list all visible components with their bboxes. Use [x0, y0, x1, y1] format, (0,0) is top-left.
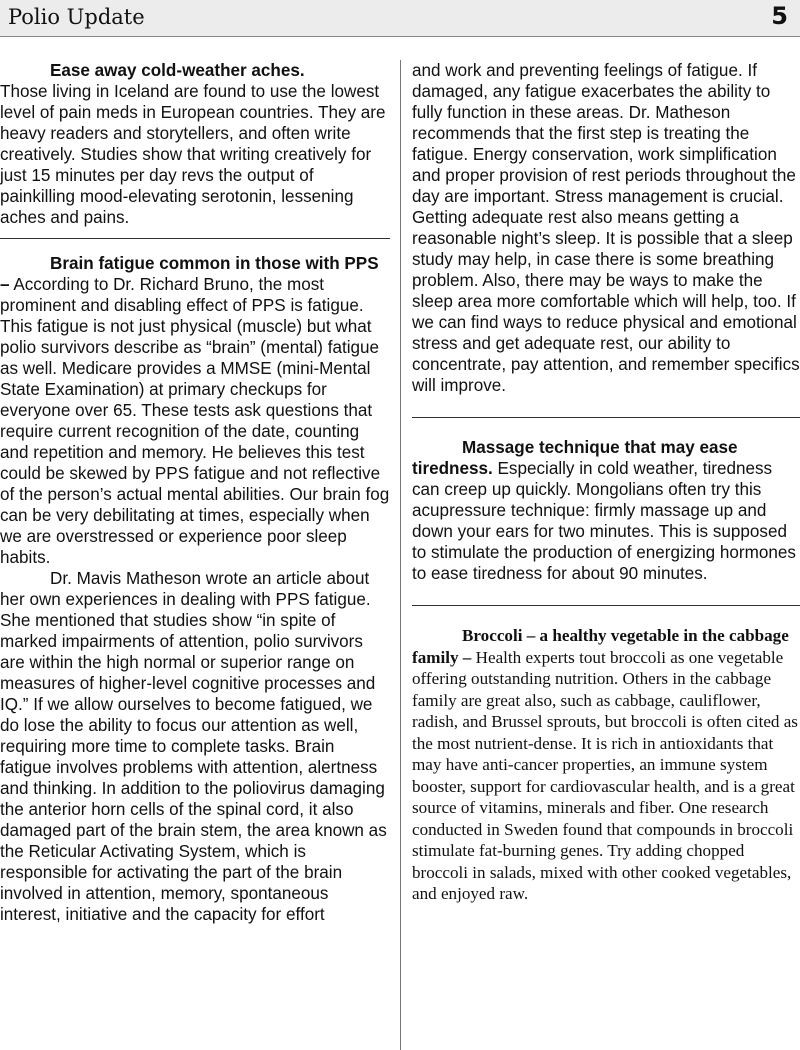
section-divider	[0, 238, 390, 239]
article-broccoli	[412, 625, 800, 905]
article-body: Broccoli – a healthy vegetable in the cabbage family – Health experts tout broccoli as one vegetable offering outstanding nutrition. Others in the cabbage family are great also, such as cabbage, cauliflower, radish, and Brussel sprouts, but broccoli is often cited as the most nutrient-dense. It is rich in antioxidants that may have anti-cancer properties, an immune system booster, support for cardiovascular health, and is a great source of vitamins, minerals and fiber. One research conducted in Sweden found that compounds in broccoli stimulate fat-burning genes. Try adding chopped broccoli in salads, mixed with other cooked vegetables, and enjoyed raw.	[412, 626, 798, 903]
article-heading: Brain fatigue common in those with PPS –	[0, 254, 379, 294]
column-divider	[400, 60, 401, 1050]
section-divider	[412, 605, 800, 606]
left-column	[0, 60, 390, 925]
right-column	[412, 60, 800, 905]
newsletter-title: Polio Update	[8, 5, 145, 29]
article-body: Those living in Iceland are found to use the lowest level of pain meds in European countries. They are heavy readers and storytellers, and often write creatively. Studies show that writing creatively for just 15 minutes per day revs the output of painkilling mood-elevating serotonin, lessening aches and pains.	[0, 82, 386, 227]
article-heading: Broccoli – a healthy vegetable in the cabbage family –	[412, 626, 789, 667]
article-brain-fatigue	[0, 253, 390, 925]
article-continuation: and work and preventing feelings of fatigue. If damaged, any fatigue exacerbates the ability to fully function in these areas. Dr. Matheson recommends that the first step is treating the fatigue. Energy conservation, work simplification and proper provision of rest periods throughout the day are important. Stress management is crucial. Getting adequate rest also means getting a reasonable night’s sleep. It is possible that a sleep study may help, in case there is some breathing problem. Also, there may be ways to make the sleep area more comfortable which will help, too. If we can find ways to reduce physical and emotional stress and get adequate rest, our ability to concentrate, pay attention, and remember specifics will improve.	[412, 61, 800, 395]
page-header	[0, 0, 800, 37]
article-heading: Massage technique that may ease tiredness.	[412, 438, 738, 478]
article-body: Massage technique that may ease tiredness. Especially in cold weather, tiredness can creep up quickly. Mongolians often try this acupressure technique: firmly massage up and down your ears for two minutes. This is supposed to stimulate the production of energizing hormones to ease tiredness for about 90 minutes.	[412, 438, 796, 583]
section-divider	[412, 417, 800, 418]
page-number: 5	[771, 2, 788, 30]
article-body: Dr. Mavis Matheson wrote an article about her own experiences in dealing with PPS fatigue. She mentioned that studies show “in spite of marked impairments of attention, polio survivors are within the high normal or superior range on measures of higher-level cognitive processes and IQ.” If we allow ourselves to become fatigued, we do lose the ability to focus our attention as well, requiring more time to complete tasks. Brain fatigue involves problems with attention, alertness and thinking. In addition to the poliovirus damaging the anterior horn cells of the spinal cord, it also damaged part of the brain stem, the area known as the Reticular Activating System, which is responsible for activating the part of the brain involved in attention, memory, spontaneous interest, initiative and the capacity for effort	[0, 569, 387, 924]
article-massage	[412, 437, 800, 584]
article-cold-weather	[0, 60, 390, 228]
article-heading: Ease away cold-weather aches.	[50, 61, 305, 80]
article-body: Brain fatigue common in those with PPS – According to Dr. Richard Bruno, the most prominent and disabling effect of PPS is fatigue. This fatigue is not just physical (muscle) but what polio survivors describe as “brain” (mental) fatigue as well. Medicare provides a MMSE (mini-Mental State Examination) at primary checkups for everyone over 65. These tests ask questions that require current recognition of the date, counting and repetition and memory. He believes this test could be skewed by PPS fatigue and not reflective of the person’s actual mental abilities. Our brain fog can be very debilitating at times, especially when we are overstressed or experience poor sleep habits.	[0, 254, 390, 567]
